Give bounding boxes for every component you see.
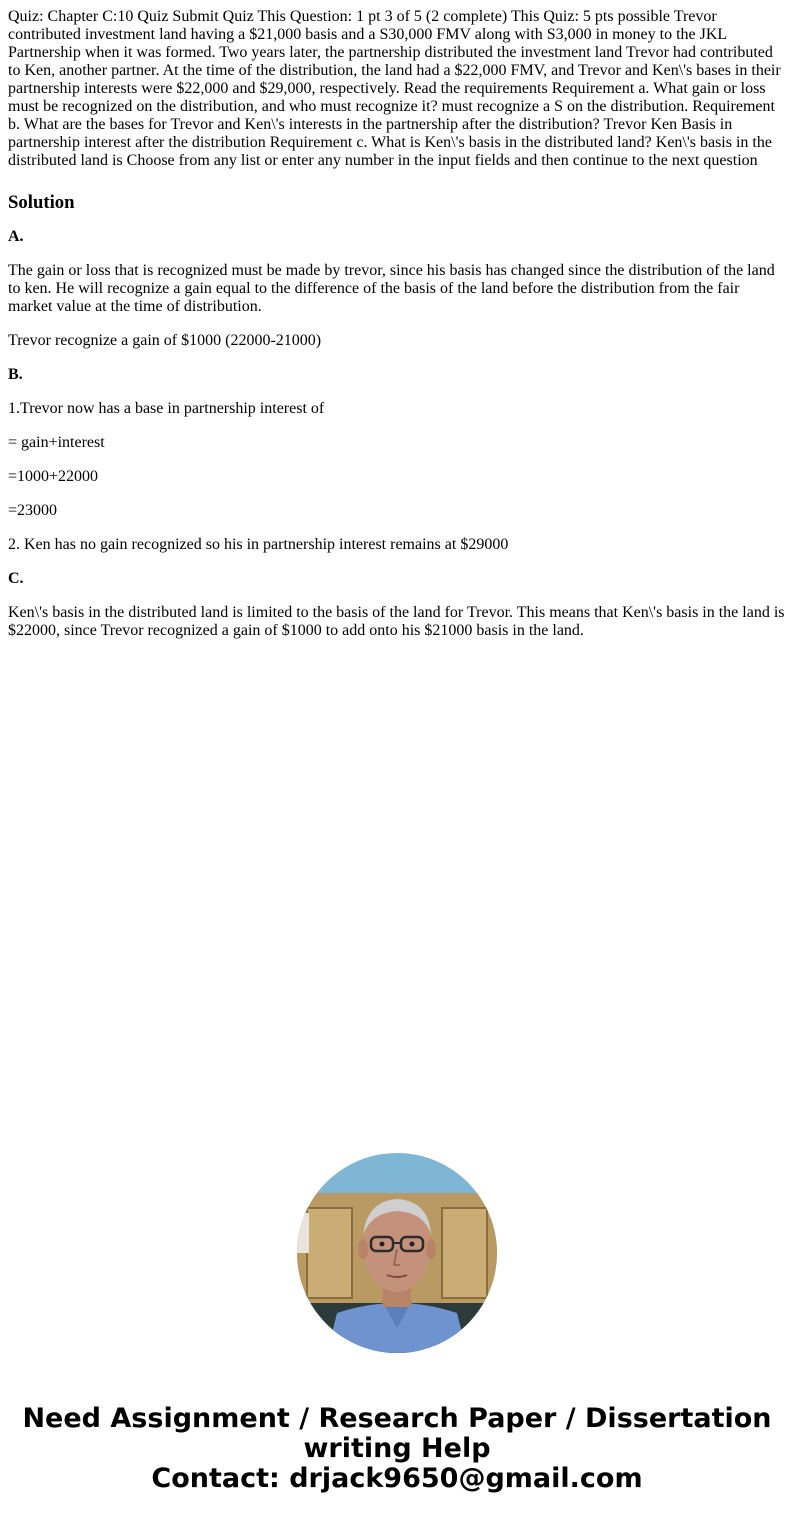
footer-line-1: Need Assignment / Research Paper / Dissertation	[22, 1403, 772, 1434]
part-b-line-3: =1000+22000	[8, 468, 99, 485]
part-b-line-1: 1.Trevor now has a base in partnership interest of	[8, 400, 325, 417]
part-a-answer: Trevor recognize a gain of $1000 (22000-21000)	[8, 332, 322, 349]
part-c-label: C.	[8, 570, 24, 587]
question-text: Quiz: Chapter C:10 Quiz Submit Quiz This Question: 1 pt 3 of 5 (2 complete) This Quiz: 5 pts possible Trevor contributed investment land having a $21,000 basis and a S30,000 FMV along with S3,000 in money to the JKL Partnership when it was formed. Two years later, the partnership distributed the investment land Trevor had contributed to Ken, another partner. At the time of the distribution, the land had a $22,000 FMV, and Trevor and Ken\'s bases in their partnership interests were $22,000 and $29,000, respectively. Read the requirements Requirement a. What gain or loss must be recognized on the distribution, and who must recognize it? must recognize a S on the distribution. Requirement b. What are the bases for Trevor and Ken\'s interests in the partnership after the distribution? Trevor Ken Basis in partnership interest after the distribution Requirement c. What is Ken\'s basis in the distributed land? Ken\'s basis in the distributed land is Choose from any list or enter any number in the input fields and then continue to the next question	[8, 8, 781, 169]
author-photo-icon	[297, 1153, 497, 1353]
part-a-label: A.	[8, 228, 24, 245]
solution-heading: Solution	[8, 192, 75, 213]
part-b-line-5: 2. Ken has no gain recognized so his in partnership interest remains at $29000	[8, 536, 509, 553]
part-b-line-4: =23000	[8, 502, 58, 519]
footer-contact-email: Contact: drjack9650@gmail.com	[151, 1463, 643, 1494]
part-b-line-2: = gain+interest	[8, 434, 105, 451]
part-c-explanation: Ken\'s basis in the distributed land is limited to the basis of the land for Trevor. This means that Ken\'s basis in the land is $22000, since Trevor recognized a gain of $1000 to add onto his $21000 basis in the land.	[8, 604, 785, 639]
contact-footer	[0, 1404, 794, 1494]
page-content	[0, 0, 794, 640]
author-avatar	[297, 1153, 497, 1353]
footer-line-2: writing Help	[303, 1433, 491, 1464]
part-b-label: B.	[8, 366, 23, 383]
part-a-explanation: The gain or loss that is recognized must be made by trevor, since his basis has changed since the distribution of the land to ken. He will recognize a gain equal to the difference of the basis of the land before the distribution from the fair market value at the time of distribution.	[8, 262, 775, 315]
